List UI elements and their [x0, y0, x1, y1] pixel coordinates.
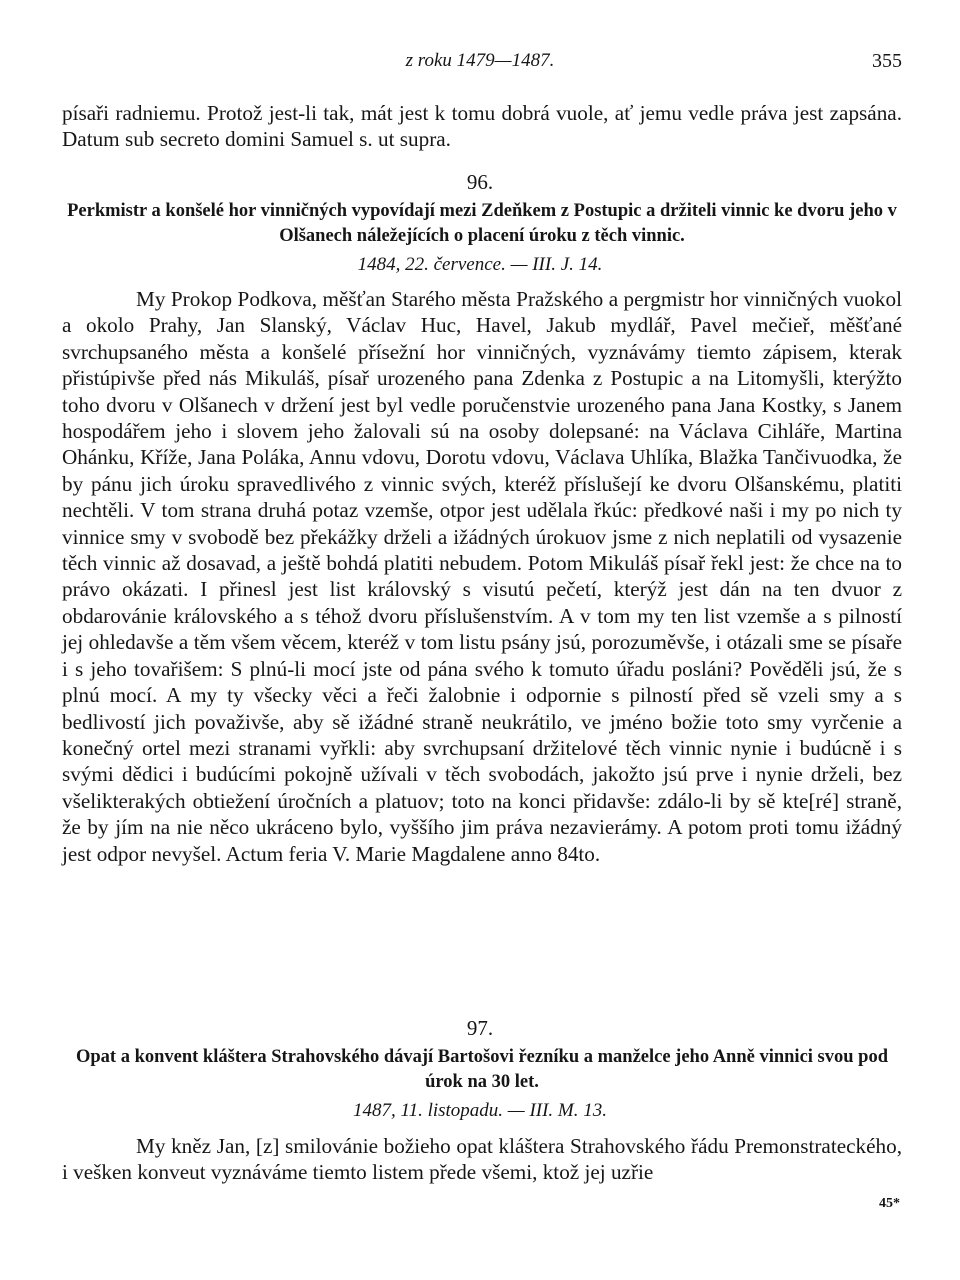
signature-mark: 45* [879, 1196, 900, 1211]
document-body-96 [62, 286, 902, 867]
document-number-96: 96. [466, 170, 494, 194]
document-text-96: My Prokop Podkova, měšťan Starého města Pražského a pergmistr hor vinničných vuokol a okolo Prahy, Jan Slanský, Václav Huc, Havel, Jakub mydlář, Pavel mečieř, měšťané svrchupsaného města a konšelé přísežní hor vinničných, vyznávámy tiemto zápisem, kterak přistúpivše před nás Mikuláš, písař urozeného pana Zdenka z Postupic a na Litomyšli, kterýžto toho dvoru v Olšanech v držení jest byl vedle poručenstvie urozeného pana Jana Kostky, s Janem hospodářem jeho i slovem jeho žalovali sú na osoby dolepsané: na Václava Cihláře, Martina Ohánku, Kříže, Jana Poláka, Annu vdovu, Dorotu vdovu, Václava Uhlíka, Blažka Tančivuodka, že by pánu jich úroku spravedlivého z vinnic svých, kteréž příslušejí ke dvoru Olšanskému, platiti nechtěli. V tom strana druhá potaz vzemše, otpor jest udělala řkúc: předkové naši i my po nich ty vinnice smy v svobodě bez překážky drželi a ižádných úrokuov jsme z nich neplatili od vysazenie těch vinnic až dosavad, a ještě bohdá platiti nebudem. Potom Mikuláš písař řekl jest: že chce na to právo okázati. I přinesl jest list královský s visutú pečetí, kterýž jest dán na ten dvuor z obdarovánie královského a s téhož dvoru příslušenstvím. A v tom my ten list vzemše a s pilností jej ohledavše a těm všem věcem, kteréž v tom listu psány jsú, porozuměvše, i otázali sme se písaře i s jeho tovařišem: S plnú-li mocí jste od pána svého k tomuto úřadu posláni? Pověděli jsú, že s plnú mocí. A my ty všecky věci a řeči žalobnie i odpornie s pilností před sě vzeli smy a s bedlivostí jich považivše, aby sě ižádné straně neukrátilo, ve jméno božie toto smy vyrčenie a konečný ortel mezi stranami vyřkli: aby svrchupsaní držitelové těch vinnic nynie i budúcně i s svými dědici i budúcími pokojně užívali v těch svobodách, jakožto jsú prve i nynie drželi, bez všelikterakých obtiežení úročních a platuov; toto na konci přidavše: zdálo-li by sě kte[ré] straně, že by jím na nie něco ukráceno bylo, vyššího jim práva nezavierámy. A potom proti tomu ižádný jest odpor nevyšel. Actum feria V. Marie Magdalene anno 84to. [62, 287, 902, 866]
document-number-97: 97. [466, 1016, 494, 1040]
document-dateline-97: 1487, 11. listopadu. — III. M. 13. [352, 1100, 608, 1121]
document-dateline-96: 1484, 22. července. — III. J. 14. [357, 254, 603, 275]
document-summary-96: Perkmistr a konšelé hor vinničných vypovídají mezi Zdeňkem z Postupic a držiteli vinnic ke dvoru jeho v Olšanech náležejících o placení úroku z těch vinnic. [67, 201, 897, 246]
running-title: z roku 1479—1487. [405, 50, 555, 71]
continuation-block [62, 100, 902, 153]
document-text-97: My kněz Jan, [z] smilovánie božieho opat kláštera Strahovského řádu Premonstrateckého, i vešken konveut vyznáváme tiemto listem přede všemi, ktož jej uzřie [62, 1134, 902, 1185]
page-header [0, 50, 960, 80]
document-summary-97: Opat a konvent kláštera Strahovského dávají Bartošovi řezníku a manželce jeho Anně vinnici svou pod úrok na 30 let. [75, 1047, 888, 1092]
continuation-paragraph: písaři radniemu. Protož jest-li tak, mát jest k tomu dobrá vuole, ať jemu vedle práva jest zapsána. Datum sub secreto domini Samuel s. ut supra. [62, 101, 902, 152]
page-number: 355 [872, 50, 902, 72]
document-body-97 [62, 1133, 902, 1186]
